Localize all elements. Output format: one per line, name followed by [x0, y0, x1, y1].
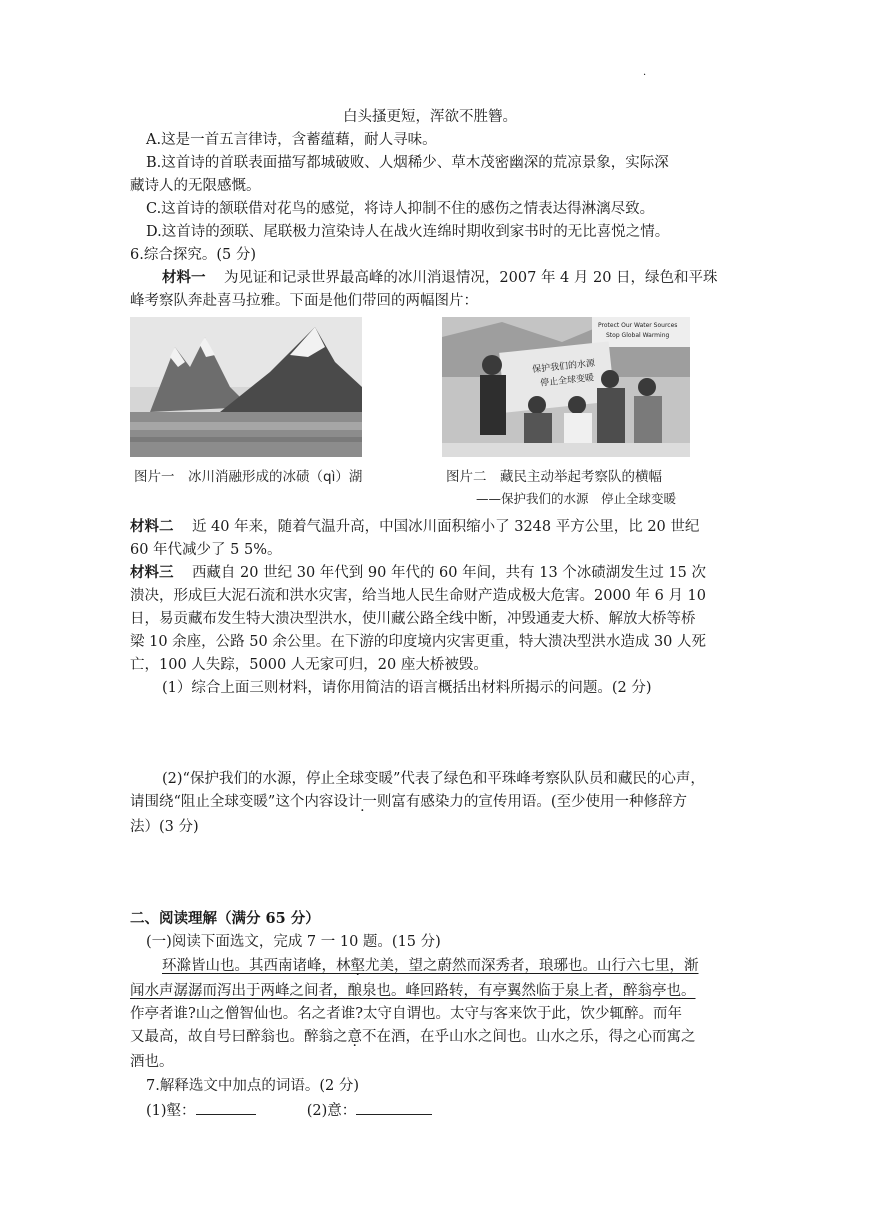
material3-label: 材料三 [130, 564, 174, 581]
material1-line2: 峰考察队奔赴喜马拉雅。下面是他们带回的两幅图片： [130, 293, 478, 309]
figure2-subcaption: ——保护我们的水源 停止全球变暖 [476, 491, 677, 506]
material1-text1: 为见证和记录世界最高峰的冰川消退情况，2007 年 4 月 20 日，绿色和平珠 [223, 270, 718, 286]
passage-line2: 闻水声潺潺而泻出于两峰之间者，酿泉也。峰回路转，有亭翼然临于泉上者，醉翁亭也。 [130, 983, 696, 999]
section2-heading: 二、阅读理解（满分 65 分） [130, 910, 320, 927]
material3-line2: 溃决，形成巨大泥石流和洪水灾害，给当地人民生命财产造成极大危害。2000 年 6 月 10 [130, 588, 707, 604]
poem-tail: 白头搔更短，浑欲不胜簪。 [343, 109, 517, 125]
q7-item2-label: (2)意： [306, 1103, 357, 1119]
material2-text1: 近 40 年来，随着气温升高，中国冰川面积缩小了 3248 平方公里，比 20 世纪 [191, 519, 700, 535]
passage-line1 [162, 955, 699, 977]
option-c: C.这首诗的颔联借对花鸟的感觉，将诗人抑制不住的感伤之情表达得淋漓尽致。 [146, 201, 655, 217]
sub-question-2-line1: (2)“保护我们的水源，停止全球变暖”代表了绿色和平珠峰考察队队员和藏民的心声， [162, 771, 705, 787]
option-b-line1: B.这首诗的首联表面描写都城破败、人烟稀少、草木茂密幽深的荒凉景象，实际深 [146, 155, 669, 171]
villagers-banner-photo [442, 317, 690, 457]
dotted-word-he: 壑 [350, 958, 365, 974]
passage-line4-c: 不在酒，在乎山水之间也。山水之乐，得之心而寓之 [362, 1029, 696, 1045]
option-b-line2: 藏诗人的无限感慨。 [130, 178, 261, 194]
dotted-word-yi: 意 [347, 1029, 362, 1045]
sub-question-2-line3: 法）(3 分) [130, 819, 199, 835]
sub-question-1: (1）综合上面三则材料，请你用简洁的语言概括出材料所揭示的问题。(2 分) [162, 680, 652, 696]
figure1-caption: 图片一 冰川消融形成的冰碛（qì）湖 [134, 469, 363, 485]
glacier-lake-image [130, 317, 362, 457]
section2-part1: (一)阅读下面选文，完成 7 一 10 题。(15 分) [146, 934, 441, 950]
material3-line5: 亡，100 人失踪，5000 人无家可归，20 座大桥被毁。 [130, 657, 488, 673]
sub2-dotted-text: 设计一则 [333, 794, 392, 810]
material1-line1 [162, 267, 718, 289]
sub2-text-c: 富有感染力的宣传用语。(至少使用一种修辞方 [391, 794, 687, 810]
material3-line1 [130, 562, 706, 584]
option-d: D.这首诗的颈联、尾联极力渲染诗人在战火连绵时期收到家书时的无比喜悦之情。 [146, 224, 670, 240]
banner-text-cn1: 保护我们的水源 [531, 358, 596, 376]
option-a: A.这是一首五言律诗，含蓄蕴藉，耐人寻味。 [146, 132, 437, 148]
question-7: 7.解释选文中加点的词语。(2 分) [146, 1078, 359, 1094]
passage-line1-a: 环滁皆山也。其西南诸峰，林 [162, 958, 351, 974]
material1-label: 材料一 [162, 269, 206, 286]
passage-line3: 作亭者谁?山之僧智仙也。名之者谁?太守自谓也。太守与客来饮于此，饮少辄醉。而年 [130, 1006, 683, 1022]
glacier-lake-photo [130, 317, 362, 457]
passage-line4-a: 又最高，故自号曰醉翁也。醉翁之 [130, 1029, 348, 1045]
material3-line4: 梁 10 余座，公路 50 余公里。在下游的印度境内灾害更重，特大溃决型洪水造成 30 人死 [130, 634, 707, 650]
figure-panel [130, 317, 690, 512]
passage-line5: 酒也。 [130, 1054, 174, 1070]
sub-question-2-line2 [130, 791, 687, 813]
banner-text-en1: Protect Our Water Sources [598, 322, 678, 329]
banner-text-en2: Stop Global Warming [606, 332, 670, 339]
banner-text-cn2: 停止全球变暖 [539, 373, 595, 389]
material2-label: 材料二 [130, 518, 174, 535]
q7-item1-blank[interactable] [196, 1098, 256, 1115]
question-7-answers [146, 1098, 432, 1122]
passage-line1-c: 尤美，望之蔚然而深秀者，琅琊也。山行六七里，渐 [365, 958, 699, 974]
material3-line3: 日，易贡藏布发生特大溃决型洪水，使川藏公路全线中断，冲毁通麦大桥、解放大桥等桥 [130, 611, 696, 627]
q6-title: 6.综合探究。(5 分) [130, 247, 256, 263]
figure2-caption: 图片二 藏民主动举起考察队的横幅 [446, 469, 662, 485]
q7-item1-label: (1)壑： [146, 1103, 196, 1119]
corner-dot: · [643, 70, 647, 81]
q7-item2-blank[interactable] [356, 1098, 432, 1115]
passage-line4 [130, 1026, 696, 1048]
material2-line1 [130, 516, 699, 538]
material2-line2: 60 年代减少了 5 5%。 [130, 542, 282, 558]
sub2-text-a: 请围绕“阻止全球变暖”这个内容 [130, 794, 334, 810]
material3-text1: 西藏自 20 世纪 30 年代到 90 年代的 60 年间，共有 13 个冰碛湖发生过 15 次 [191, 565, 706, 581]
